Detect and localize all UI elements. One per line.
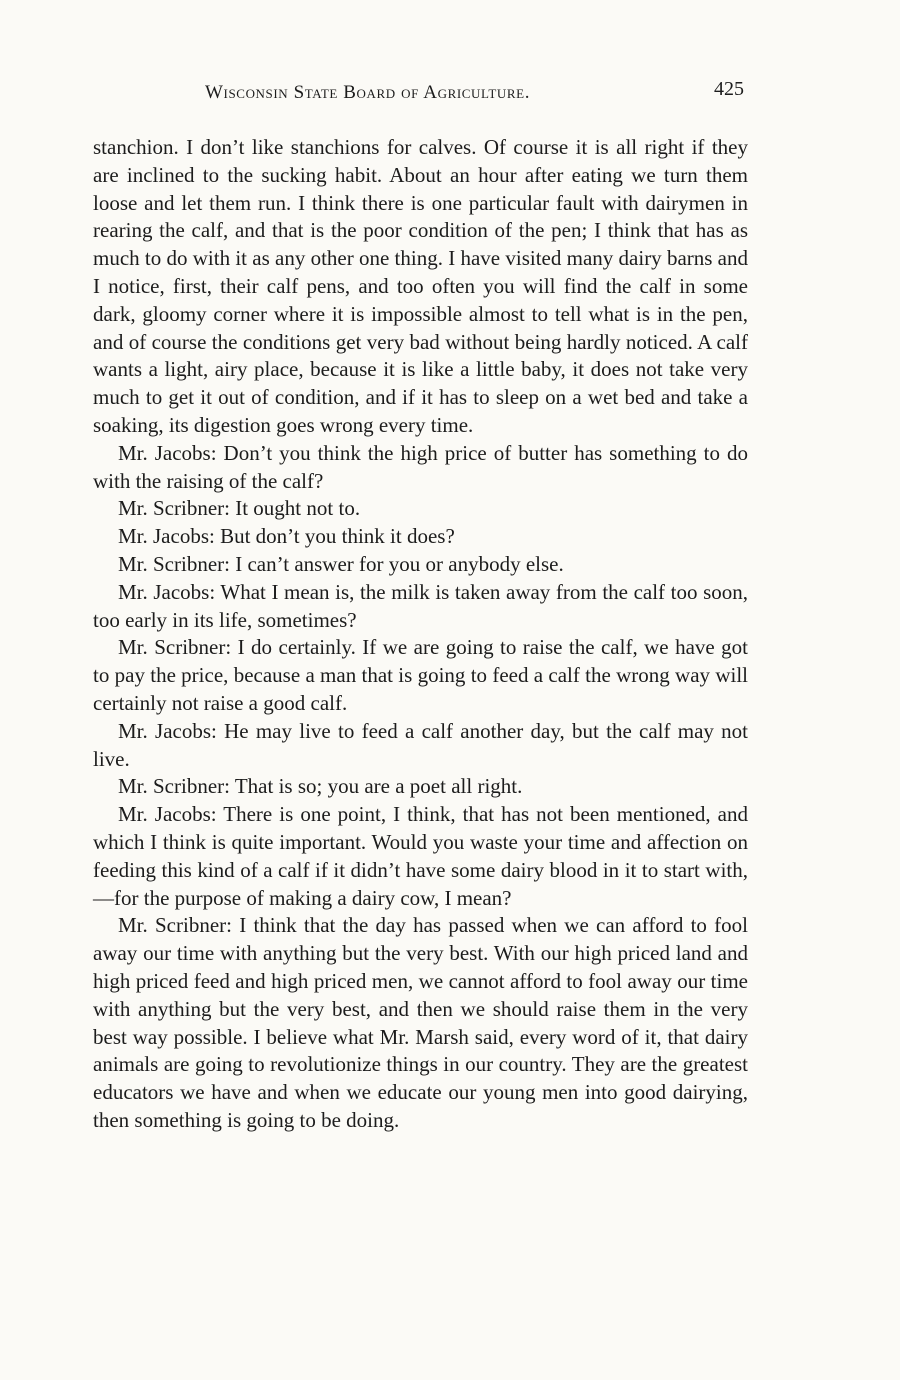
page-number: 425 bbox=[714, 78, 744, 100]
paragraph: stanchion. I don’t like stanchions for calves. Of course it is all right if they are inclined to the sucking habit. About an hour after eating we turn them loose and let them run. I think there is one particular fault with dairymen in rearing the calf, and that is the poor condition of the pen; I think that has as much to do with it as any other one thing. I have visited many dairy barns and I notice, first, their calf pens, and too often you will find the calf in some dark, gloomy corner where it is impossible almost to tell what is in the pen, and of course the conditions get very bad without being hardly noticed. A calf wants a light, airy place, because it is like a little baby, it does not take very much to get it out of condition, and if it has to sleep on a wet bed and take a soaking, its digestion goes wrong every time. bbox=[93, 135, 748, 437]
paragraph: Mr. Jacobs: Don’t you think the high price of butter has something to do with the raising of the calf? bbox=[93, 440, 748, 493]
paragraph: Mr. Jacobs: There is one point, I think, that has not been mentioned, and which I think is quite important. Would you waste your time and affection on feeding this kind of a calf if it didn’t have some dairy blood in it to start with,—for the purpose of making a dairy cow, I mean? bbox=[93, 802, 748, 910]
paragraph: Mr. Jacobs: He may live to feed a calf another day, but the calf may not live. bbox=[93, 718, 748, 771]
book-page bbox=[93, 78, 748, 1135]
page-header bbox=[93, 78, 748, 118]
paragraph: Mr. Scribner: It ought not to. bbox=[118, 496, 361, 521]
paragraph: Mr. Scribner: I do certainly. If we are going to raise the calf, we have got to pay the price, because a man that is going to feed a calf the wrong way will certainly not raise a good calf. bbox=[93, 635, 748, 715]
running-title: Wisconsin State Board of Agriculture. bbox=[205, 82, 531, 103]
body-text bbox=[93, 134, 748, 1135]
paragraph: Mr. Scribner: That is so; you are a poet all right. bbox=[118, 774, 523, 799]
paragraph: Mr. Scribner: I think that the day has passed when we can afford to fool away our time with anything but the very best. With our high priced land and high priced feed and high priced men, we cannot afford to fool away our time with anything but the very best, and then we should raise them in the very best way possible. I believe what Mr. Marsh said, every word of it, that dairy animals are going to revolutionize things in our country. They are the greatest educators we have and when we educate our young men into good dairying, then something is going to be doing. bbox=[93, 913, 748, 1132]
paragraph: Mr. Jacobs: What I mean is, the milk is taken away from the calf too soon, too early in its life, sometimes? bbox=[93, 579, 748, 632]
paragraph: Mr. Scribner: I can’t answer for you or anybody else. bbox=[118, 551, 564, 576]
paragraph: Mr. Jacobs: But don’t you think it does? bbox=[118, 524, 455, 549]
